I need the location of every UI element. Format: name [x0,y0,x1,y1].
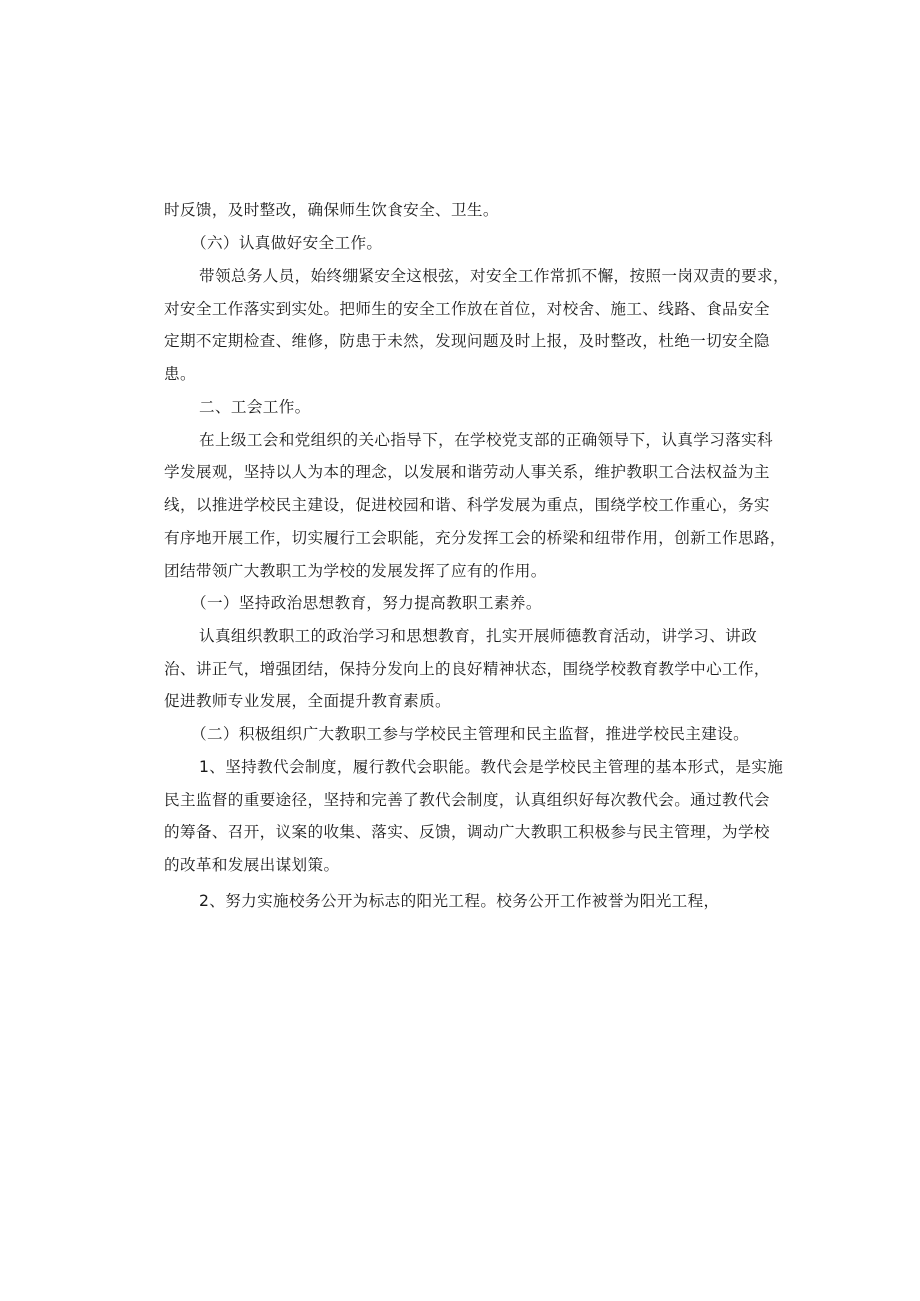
text-line: 的改革和发展出谋划策。 [164,856,340,874]
text-line: 治、讲正气，增强团结，保持分发向上的良好精神状态，围绕学校教育教学中心工作， [164,660,770,678]
text-line: 认真组织教职工的政治学习和思想教育，扎实开展师德教育活动，讲学习、讲政 [199,627,758,645]
text-line: 线，以推进学校民主建设，促进校园和谐、科学发展为重点，围绕学校工作重心，务实 [164,496,770,514]
section-heading-one: （一）坚持政治思想教育，努力提高教职工素养。 [191,594,542,612]
text-line: 有序地开展工作，切实履行工会职能，充分发挥工会的桥梁和纽带作用，创新工作思路， [164,529,786,547]
text-line: 2、努力实施校务公开为标志的阳光工程。校务公开工作被誉为阳光工程， [199,892,720,910]
text-line: 时反馈，及时整改，确保师生饮食安全、卫生。 [164,201,499,219]
text-line: 患。 [164,365,196,383]
text-line: 的筹备、召开，议案的收集、落实、反馈，调动广大教职工积极参与民主管理，为学校 [164,823,770,841]
text-line: 促进教师专业发展，全面提升教育素质。 [164,692,451,710]
section-heading-two: （二）积极组织广大教职工参与学校民主管理和民主监督，推进学校民主建设。 [191,725,750,743]
section-heading-union-work: 二、工会工作。 [199,398,311,416]
text-line: 民主监督的重要途径，坚持和完善了教代会制度，认真组织好每次教代会。通过教代会 [164,791,770,809]
text-line: 定期不定期检查、维修，防患于未然，发现问题及时上报，及时整改，杜绝一切安全隐 [164,332,770,350]
text-line: 学发展观，坚持以人为本的理念，以发展和谐劳动人事关系，维护教职工合法权益为主 [164,463,770,481]
text-line: 带领总务人员，始终绷紧安全这根弦，对安全工作常抓不懈，按照一岗双责的要求， [199,267,789,285]
text-line: 在上级工会和党组织的关心指导下，在学校党支部的正确领导下，认真学习落实科 [199,431,773,449]
text-line: 团结带领广大教职工为学校的发展发挥了应有的作用。 [164,562,547,580]
text-line: 1、坚持教代会制度，履行教代会职能。教代会是学校民主管理的基本形式，是实施 [199,758,784,776]
section-heading-six: （六）认真做好安全工作。 [191,234,383,252]
text-line: 对安全工作落实到实处。把师生的安全工作放在首位，对校舍、施工、线路、食品安全 [164,300,770,318]
